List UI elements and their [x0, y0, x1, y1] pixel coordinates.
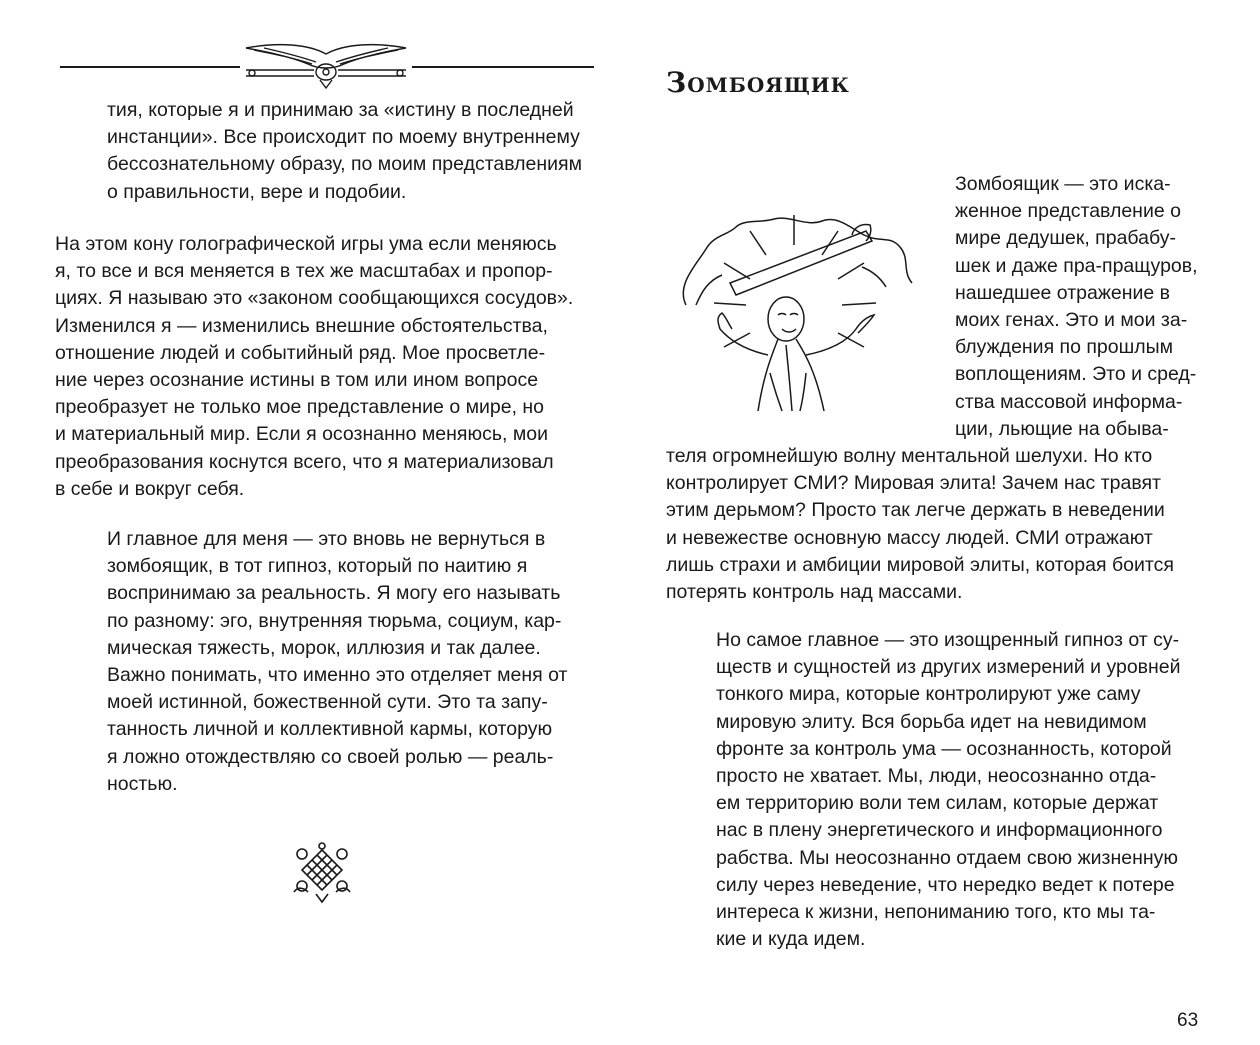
text-line: воплощениям. Это и сред- [955, 363, 1197, 386]
paragraph-hypnosis [716, 627, 1200, 953]
text-line: нас в плену энергетического и информационного [716, 819, 1163, 842]
text-line: фронте за контроль ума — осознанность, которой [716, 737, 1172, 760]
text-line: о правильности, вере и подобии. [107, 180, 407, 203]
text-line: воспринимаю за реальность. Я могу его называть [107, 582, 561, 605]
paragraph-zomboyashchik-definition-wrapped [955, 171, 1200, 443]
text-line: этим дерьмом? Просто так легче держать в неведении [666, 499, 1165, 522]
text-line: я ложно отождествляю со своей ролью — реаль- [107, 745, 554, 768]
text-line: контролирует СМИ? Мировая элита! Зачем нас травят [666, 472, 1161, 495]
text-line: На этом кону голографической игры ума если меняюсь [55, 233, 557, 255]
text-line: моих генах. Это и мои за- [955, 309, 1188, 332]
text-line: лишь страхи и амбиции мировой элиты, которая боится [666, 553, 1174, 576]
text-line: мическая тяжесть, морок, иллюзия и так далее. [107, 636, 541, 659]
text-line: шек и даже пра-пращуров, [955, 254, 1198, 277]
text-line: интереса к жизни, непониманию того, кто мы та- [716, 901, 1156, 924]
text-line: Важно понимать, что именно это отделяет меня от [107, 664, 568, 687]
header-rule-right [412, 66, 594, 68]
text-line: преобразования коснутся всего, что я материализовал [55, 450, 554, 473]
meditating-figure-illustration [666, 205, 916, 415]
paragraph-main-for-me [107, 526, 593, 798]
text-line: И главное для меня — это вновь не вернуться в [107, 528, 546, 550]
text-line: в себе и вокруг себя. [55, 477, 245, 500]
paragraph-continuation [107, 97, 595, 206]
text-line: мире дедушек, прабабу- [955, 227, 1176, 250]
text-line: теля огромнейшую волну ментальной шелухи. Но кто [666, 445, 1153, 467]
text-line: тонкого мира, которые контролируют уже саму [716, 683, 1141, 706]
text-line: я, то все и вся меняется в тех же масштабах и пропор- [55, 260, 553, 283]
text-line: мировую элиту. Вся борьба идет на невидимом [716, 710, 1147, 733]
text-line: кие и куда идем. [716, 928, 866, 951]
text-line: инстанции». Все происходит по моему внутреннему [107, 126, 580, 149]
text-line: потерять контроль над массами. [666, 581, 963, 604]
text-line: бессознательному образу, по моим представлениям [107, 153, 583, 176]
text-line: зомбоящик, в тот гипноз, который по наитию я [107, 555, 528, 578]
text-line: и материальный мир. Если я осознанно меняюсь, мои [55, 423, 548, 446]
text-line: силу через неведение, что нередко ведет к потере [716, 873, 1175, 896]
text-line: ции, льющие на обыва- [955, 417, 1169, 440]
text-line: моей истинной, божественной сути. Это та запу- [107, 691, 548, 714]
text-line: ностью. [107, 772, 178, 795]
text-line: и невежестве основную массу людей. СМИ отражают [666, 526, 1153, 549]
text-line: по разному: эго, внутренняя тюрьма, социум, кар- [107, 609, 562, 632]
text-line: блуждения по прошлым [955, 336, 1174, 359]
text-line: рабства. Мы неосознанно отдаем свою жизненную [716, 846, 1179, 869]
text-line: преобразует не только мое представление о мире, но [55, 396, 545, 419]
text-line: Но самое главное — это изощренный гипноз от су- [716, 629, 1180, 651]
text-line: танность личной и коллективной кармы, которую [107, 718, 553, 741]
text-line: ства массовой информа- [955, 390, 1183, 413]
endless-knot-ornament [288, 842, 356, 906]
page-number: 63 [1177, 1010, 1199, 1031]
paragraph-holographic-game [55, 231, 595, 503]
chapter-heading: Зомбоящик [666, 66, 850, 99]
text-line: Изменился я — изменились внешние обстоятельства, [55, 314, 548, 337]
text-line: Зомбоящик — это иска- [955, 173, 1171, 195]
paragraph-zomboyashchik-definition-full [666, 443, 1200, 606]
header-rule-left [60, 66, 240, 68]
text-line: циях. Я называю это «законом сообщающихся сосудов». [55, 287, 574, 310]
text-line: отношение людей и событийный ряд. Мое просветле- [55, 341, 546, 364]
winged-ornament-headpiece [238, 40, 414, 90]
text-line: просто не хватает. Мы, люди, неосознанно отда- [716, 765, 1157, 788]
text-line: нашедшее отражение в [955, 281, 1171, 304]
text-line: ществ и сущностей из других измерений и уровней [716, 656, 1181, 679]
text-line: ние через осознание истины в том или ином вопросе [55, 369, 539, 392]
text-line: ем территорию воли тем силам, которые держат [716, 792, 1159, 815]
text-line: тия, которые я и принимаю за «истину в последней [107, 99, 574, 121]
text-line: женное представление о [955, 200, 1181, 223]
